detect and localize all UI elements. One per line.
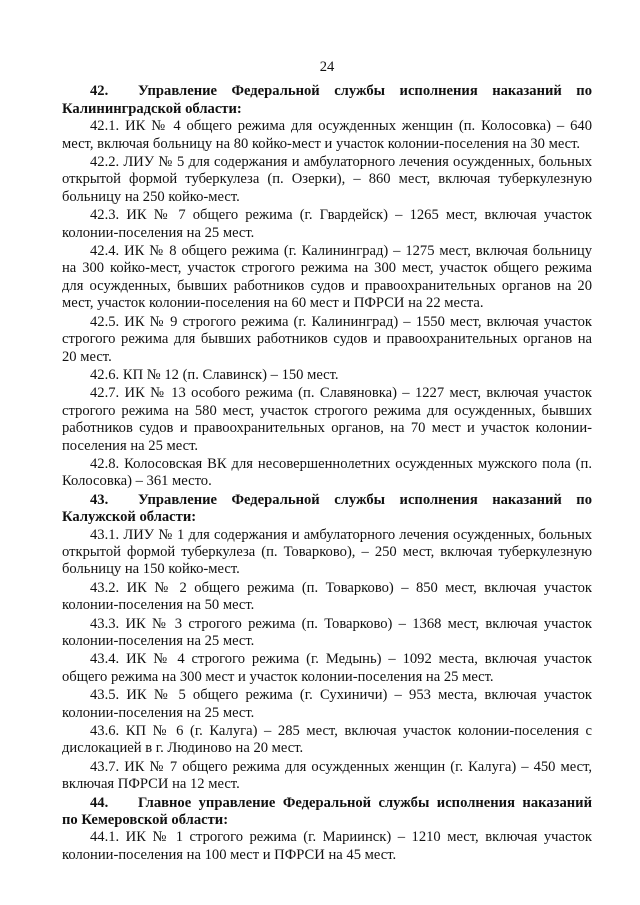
section-number: 43. xyxy=(90,491,109,508)
list-item: 42.3. ИК № 7 общего режима (г. Гвардейск) – 1265 мест, включая участок колонии-поселения на 25 мест. xyxy=(62,207,592,241)
list-item: 42.5. ИК № 9 строгого режима (г. Калининград) – 1550 мест, включая участок строгого режима для бывших работников судов и правоохранительных органов на 20 мест. xyxy=(62,313,592,365)
section-title: Управление Федеральной службы исполнения наказаний по Калининградской области: xyxy=(62,83,592,117)
list-item: 43.7. ИК № 7 общего режима для осужденных женщин (г. Калуга) – 450 мест, включая ПФРСИ на 12 мест. xyxy=(62,758,592,793)
section-title: Главное управление Федеральной службы исполнения наказаний по Кемеровской области: xyxy=(62,794,592,829)
list-item: 42.4. ИК № 8 общего режима (г. Калининград) – 1275 мест, включая больницу на 300 койко-мест, участок строгого режима на 300 мест, участок общего режима для осужденных, бывших работников судов и правоохранительных органов на 20 мест, участок колонии-поселения на 60 мест и ПФРСИ на 22 места. xyxy=(62,243,592,312)
section-43 xyxy=(62,492,592,794)
page-number: 24 xyxy=(319,59,335,75)
section-heading xyxy=(62,492,592,527)
list-item: 42.1. ИК № 4 общего режима для осужденных женщин (п. Колосовка) – 640 мест, включая больницу на 80 койко-мест и участок колонии-поселения на 30 мест. xyxy=(62,118,592,152)
list-item: 44.1. ИК № 1 строгого режима (г. Мариинск) – 1210 мест, включая участок колонии-поселения на 100 мест и ПФРСИ на 45 мест. xyxy=(62,829,592,863)
list-item: 43.2. ИК № 2 общего режима (п. Товарково) – 850 мест, включая участок колонии-поселения на 50 мест. xyxy=(62,579,592,614)
list-item: 42.7. ИК № 13 особого режима (п. Славяновка) – 1227 мест, включая участок строгого режима на 580 мест, участок строгого режима для осужденных, бывших работников судов и правоохранительных органов, на 70 мест и участок колонии-поселения на 25 мест. xyxy=(62,385,592,454)
list-item: 43.3. ИК № 3 строгого режима (п. Товарково) – 1368 мест, включая участок колонии-поселения на 25 мест. xyxy=(62,615,592,649)
list-item: 42.2. ЛИУ № 5 для содержания и амбулаторного лечения осужденных, больных открытой формой туберкулеза (п. Озерки), – 860 мест, включая туберкулезную больницу на 250 койко-мест. xyxy=(62,154,592,205)
list-item: 43.5. ИК № 5 общего режима (г. Сухиничи) – 953 места, включая участок колонии-поселения на 25 мест. xyxy=(62,687,592,721)
list-item: 42.6. КП № 12 (п. Славинск) – 150 мест. xyxy=(90,366,339,383)
section-heading xyxy=(62,795,592,830)
section-heading xyxy=(62,83,592,118)
list-item: 43.1. ЛИУ № 1 для содержания и амбулаторного лечения осужденных, больных открытой формой туберкулеза (п. Товарково), – 250 мест, включая туберкулезную больницу на 150 койко-мест. xyxy=(62,526,592,578)
list-item: 42.8. Колосовская ВК для несовершеннолетних осужденных мужского пола (п. Колосовка) – 361 место. xyxy=(62,455,592,490)
section-number: 42. xyxy=(90,83,109,100)
section-42 xyxy=(62,83,592,490)
section-title: Управление Федеральной службы исполнения наказаний по Калужской области: xyxy=(62,491,592,526)
list-item: 43.6. КП № 6 (г. Калуга) – 285 мест, включая участок колонии-поселения с дислокацией в г. Людиново на 20 мест. xyxy=(62,723,592,757)
section-number: 44. xyxy=(90,794,109,811)
list-item: 43.4. ИК № 4 строгого режима (г. Медынь) – 1092 места, включая участок общего режима на 300 мест и участок колонии-поселения на 25 мест. xyxy=(62,651,592,685)
section-44 xyxy=(62,795,592,865)
